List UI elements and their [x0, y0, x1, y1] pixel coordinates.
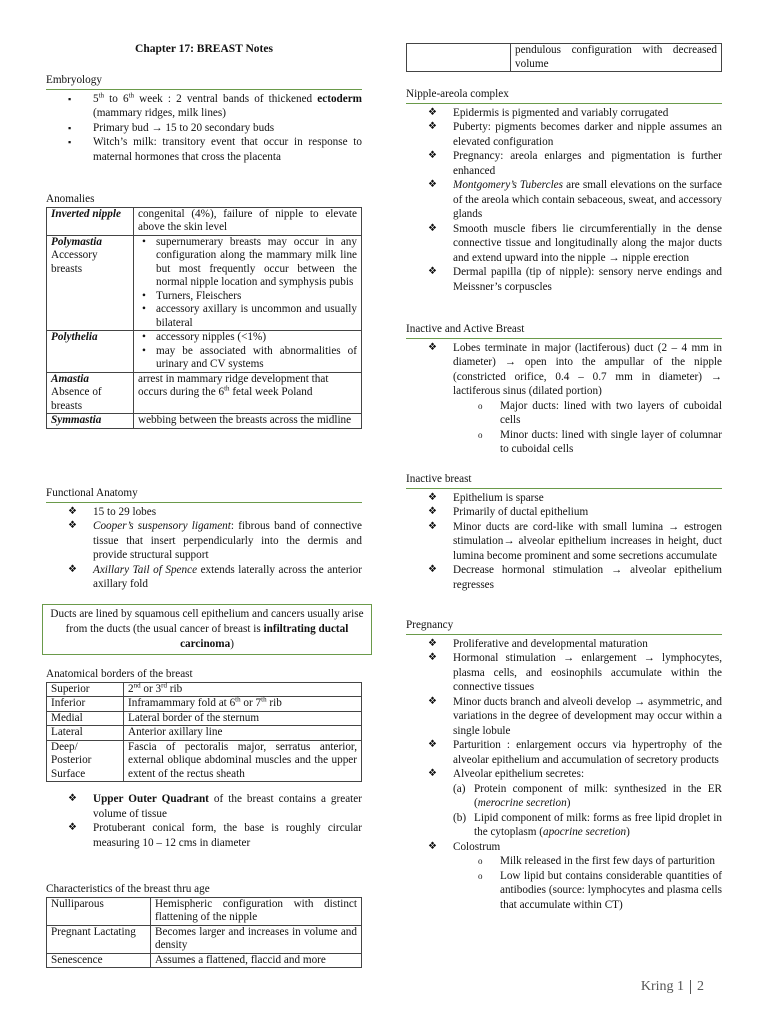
term-desc: of the breast contains a greater volume of tissue: [93, 793, 362, 820]
term-desc: : fibrous band of connective tissue that insert perpendicularly into the dermis and provide structural support: [93, 520, 362, 561]
list-item: ❖ Smooth muscle fibers lie circumferentially in the dense connective tissue and longitudinally along the major ducts and extend upward into the nipple → nipple erection: [406, 222, 722, 266]
list-item: ❖ Dermal papilla (tip of nipple): sensory nerve endings and Meissner’s corpuscles: [406, 265, 722, 294]
list-item: [406, 811, 722, 840]
list-item: ❖ Colostrum: [406, 840, 722, 855]
list-item: • Turners, Fleischers: [138, 290, 357, 304]
list-item: ❖ Minor ducts branch and alveoli develop → asymmetric, and variations in the degree of development may occur within a single lobule: [406, 695, 722, 739]
list-item: ❖ Lobes terminate in major (lactiferous) duct (2 – 4 mm in diameter) → open into the ampullar of the nipple (constricted orifice, 0.4 – 0.7 mm in diameter) → lactiferous sinus (dilated portion): [406, 341, 722, 399]
inactive-active-heading: Inactive and Active Breast: [406, 322, 722, 339]
list-item: ❖ Minor ducts are cord-like with small lumina → estrogen stimulation→ alveolar epithelium increases in height, duct lumina become prominent and some secretions accumulate: [406, 520, 722, 564]
list-item: ❖ Epithelium is sparse: [406, 491, 722, 506]
term: Cooper’s suspensory ligament: [93, 520, 231, 532]
border-label: Medial: [47, 711, 124, 726]
border-value: Fascia of pectoralis major, serratus anterior, external oblique abdominal muscles and the upper extent of the rectus sheath: [124, 740, 362, 782]
pregnancy-heading: Pregnancy: [406, 618, 722, 635]
list-item: ❖ Epidermis is pigmented and variably corrugated: [406, 106, 722, 121]
table-row: [47, 711, 362, 726]
table-row: [47, 925, 362, 953]
sub-italic: apocrine secretion: [542, 826, 627, 838]
pregnancy-section: [406, 618, 722, 912]
callout-bold: infiltrating ductal carcinoma: [180, 623, 349, 650]
list-item: • supernumerary breasts may occur in any configuration along the mammary milk line but most frequently occur between the normal nipple location and symphysis pubis: [138, 236, 357, 290]
age-heading: Characteristics of the breast thru age: [46, 883, 210, 895]
list-item: ❖ Hormonal stimulation → enlargement → lymphocytes, plasma cells, and eosinophils accumulate within the connective tissues: [406, 651, 722, 695]
age-label: Nulliparous: [47, 897, 151, 925]
sub-end: ): [626, 826, 630, 838]
anomaly-desc: webbing between the breasts across the midline: [134, 414, 362, 429]
embryology-section: [46, 73, 362, 164]
border-label: Deep/ Posterior Surface: [47, 740, 124, 782]
table-row: [47, 897, 362, 925]
list-item: ❖ Alveolar epithelium secretes:: [406, 767, 722, 782]
list-item: o Minor ducts: lined with single layer of columnar to cuboidal cells: [406, 428, 722, 457]
age-section: [46, 882, 362, 968]
callout-end: ): [230, 638, 234, 650]
age-table-continued: [406, 43, 722, 72]
anomaly-desc: arrest in mammary ridge development that occurs during the 6: [138, 372, 329, 398]
footer-label: Kring 1: [640, 979, 684, 995]
list-item: o Major ducts: lined with two layers of cuboidal cells: [406, 399, 722, 428]
sub-italic: merocrine secretion: [477, 797, 567, 809]
list-item: ▪ 5th to 6th week : 2 ventral bands of thickened ectoderm (mammary ridges, milk lines): [46, 92, 362, 121]
age-value: Assumes a flattened, flaccid and more: [151, 953, 362, 968]
list-item: ▪ Witch’s milk: transitory event that occur in response to maternal hormones that cross the placenta: [46, 135, 362, 164]
term: Montgomery’s Tubercles: [453, 179, 563, 191]
table-row: Inferior Inframammary fold at 6th or 7th rib: [47, 697, 362, 712]
age-label: Pregnant Lactating: [47, 925, 151, 953]
anomaly-desc: congenital (4%), failure of nipple to elevate above the skin level: [134, 207, 362, 235]
sub-label: (b): [453, 811, 467, 824]
term: Axillary Tail of Spence: [93, 563, 198, 576]
callout-text: Ducts are lined by squamous cell epithelium and cancers usually arise from the ducts (the usual cancer of breast is: [50, 608, 364, 635]
list-item: ❖ Proliferative and developmental maturation: [406, 637, 722, 652]
page-footer: [641, 980, 704, 995]
anomaly-name: Amastia: [51, 372, 89, 385]
nipple-heading: Nipple-areola complex: [406, 87, 722, 104]
table-row: [47, 414, 362, 429]
borders-section: [46, 667, 362, 850]
callout-box: [42, 604, 372, 655]
anomalies-section: [46, 192, 362, 429]
term-desc: extends laterally across the anterior axillary fold: [93, 563, 362, 590]
table-row: [47, 953, 362, 968]
anomaly-desc: fetal week Poland: [232, 386, 313, 398]
sub-end: ): [566, 797, 571, 809]
border-value: Lateral border of the sternum: [124, 711, 362, 726]
inactive-heading: Inactive breast: [406, 472, 722, 489]
table-row: [407, 44, 722, 72]
list-item: [46, 519, 362, 563]
sub-text: Protein component of milk: synthesized in the ER (: [474, 782, 722, 809]
list-item: ❖ Primarily of ductal epithelium: [406, 505, 722, 520]
table-row: [47, 331, 362, 373]
table-row: [47, 740, 362, 782]
list-item: ❖ Puberty: pigments becomes darker and nipple assumes an elevated configuration: [406, 120, 722, 149]
age-table: [46, 897, 362, 969]
list-item: [46, 563, 362, 592]
page-title: Chapter 17: BREAST Notes: [135, 43, 273, 55]
anomaly-alt: Absence of breasts: [51, 386, 102, 412]
table-row: [47, 726, 362, 741]
border-label: Lateral: [47, 726, 124, 741]
list-item: • accessory nipples (<1%): [138, 331, 357, 345]
anomaly-name: Polymastia: [51, 235, 102, 248]
nipple-section: [406, 87, 722, 294]
embryology-heading: Embryology: [46, 73, 362, 90]
page-number: 2: [697, 979, 704, 995]
sub-text: Lipid component of milk: forms as free lipid droplet in the cytoplasm (: [474, 811, 722, 838]
anomaly-alt: Accessory breasts: [51, 249, 98, 275]
table-row: [47, 207, 362, 235]
age-value: Becomes larger and increases in volume and density: [151, 925, 362, 953]
list-item: ❖ 15 to 29 lobes: [46, 505, 362, 520]
inactive-section: [406, 472, 722, 592]
anomaly-name: Polythelia: [51, 331, 98, 343]
sub-label: (a): [453, 782, 466, 795]
list-item: • may be associated with abnormalities of urinary and CV systems: [138, 345, 357, 372]
age-label: Senescence: [47, 953, 151, 968]
table-row: [47, 235, 362, 331]
footer-divider: [690, 980, 691, 994]
borders-table: [46, 682, 362, 783]
list-item: • accessory axillary is uncommon and usually bilateral: [138, 303, 357, 330]
table-row: Amastia Absence of breasts arrest in mammary ridge development that occurs during the 6th fetal week Poland: [47, 372, 362, 414]
border-label: Superior: [47, 682, 124, 697]
term: Upper Outer Quadrant: [93, 793, 209, 805]
age-value: Hemispheric configuration with distinct flattening of the nipple: [151, 897, 362, 925]
functional-anatomy-section: [46, 486, 362, 592]
functional-heading: Functional Anatomy: [46, 486, 362, 503]
anomalies-heading: Anomalies: [46, 193, 95, 205]
table-row: Superior 2nd or 3rd rib: [47, 682, 362, 697]
list-item: o Milk released in the first few days of parturition: [406, 854, 722, 869]
list-item: ❖ Pregnancy: areola enlarges and pigmentation is further enhanced: [406, 149, 722, 178]
term-desc: are small elevations on the surface of the areola which contain sebaceous, sweat, and accessory glands: [453, 179, 723, 220]
list-item: ❖ Decrease hormonal stimulation → alveolar epithelium regresses: [406, 563, 722, 592]
empty-cell: [407, 44, 511, 72]
anomaly-name: Inverted nipple: [51, 207, 121, 220]
list-item: [406, 178, 722, 222]
border-label: Inferior: [47, 697, 124, 712]
border-value: Anterior axillary line: [124, 726, 362, 741]
list-item: ▪ Primary bud → 15 to 20 secondary buds: [46, 121, 362, 136]
age-table-cont: [406, 43, 722, 72]
list-item: o Low lipid but contains considerable quantities of antibodies (source: lymphocytes and plasma cells that accumulate within CT): [406, 869, 722, 913]
age-value: pendulous configuration with decreased volume: [511, 44, 722, 72]
list-item: [46, 792, 362, 821]
borders-heading: Anatomical borders of the breast: [46, 668, 193, 680]
list-item: ❖ Protuberant conical form, the base is roughly circular measuring 10 – 12 cms in diameter: [46, 821, 362, 850]
anomaly-name: Symmastia: [51, 414, 102, 426]
anomalies-table: [46, 207, 362, 429]
list-item: ❖ Parturition : enlargement occurs via hypertrophy of the alveolar epithelium and accumulation of secretory products: [406, 738, 722, 767]
list-item: [406, 782, 722, 811]
inactive-active-section: [406, 322, 722, 457]
